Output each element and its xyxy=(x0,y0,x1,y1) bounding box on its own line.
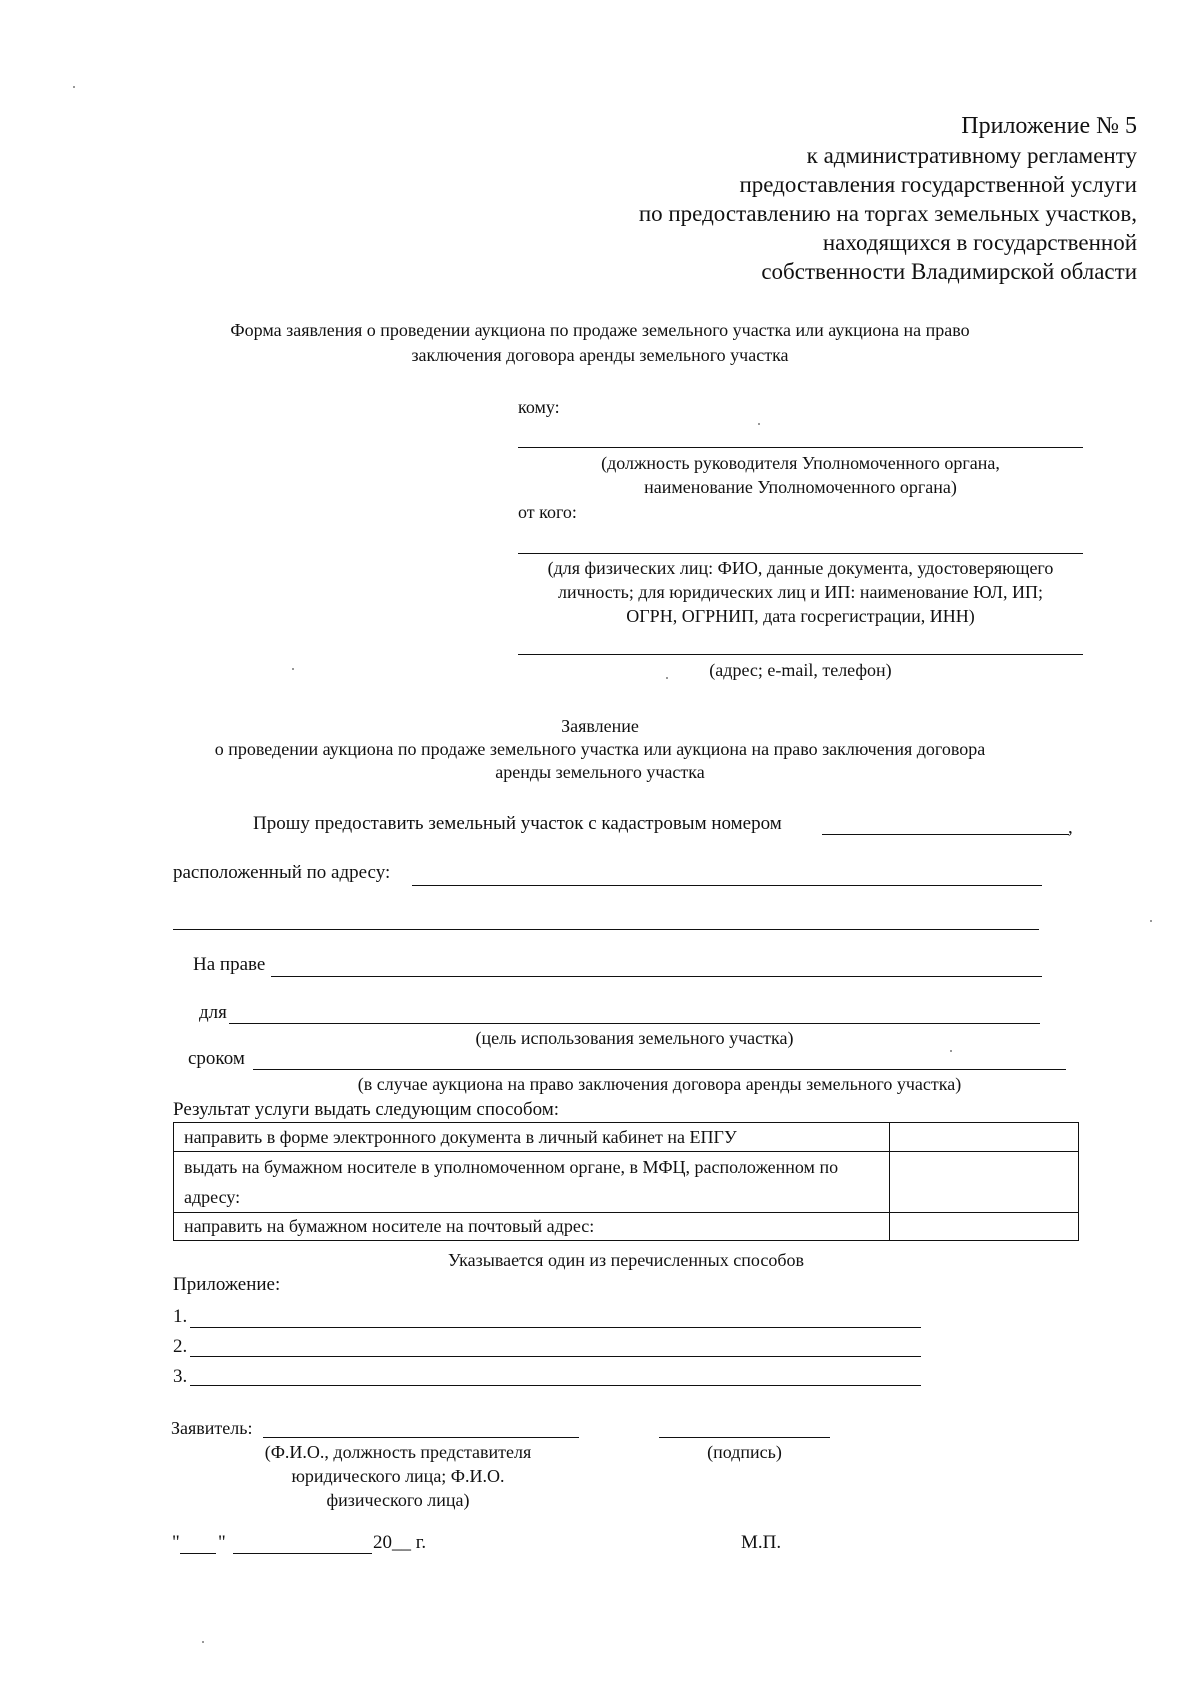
attachment-field-3[interactable] xyxy=(190,1385,921,1386)
applicant-hint xyxy=(233,1440,563,1512)
appendix-line: по предоставлению на торгах земельных участков, xyxy=(638,201,1137,226)
appendix-line: к административному регламенту xyxy=(806,143,1137,168)
table-row xyxy=(174,1152,1079,1213)
plot-address-field-2[interactable] xyxy=(173,929,1039,930)
scan-speck xyxy=(666,677,668,679)
form-title-line: заключения договора аренды земельного участка xyxy=(411,345,789,365)
applicant-hint-line: (Ф.И.О., должность представителя xyxy=(264,1442,532,1462)
method-text: направить в форме электронного документа в личный кабинет на ЕПГУ xyxy=(174,1123,890,1152)
from-hint-line: личность; для юридических лиц и ИП: наименование ЮЛ, ИП; xyxy=(558,582,1043,602)
from-hint xyxy=(508,556,1093,628)
right-field[interactable] xyxy=(271,976,1042,977)
applicant-name-field[interactable] xyxy=(263,1437,579,1438)
from-hint-line: (для физических лиц: ФИО, данные документа, удостоверяющего xyxy=(547,558,1054,578)
purpose-field[interactable] xyxy=(229,1023,1040,1024)
term-label: сроком xyxy=(188,1048,245,1069)
methods-note: Указывается один из перечисленных способов xyxy=(448,1250,804,1270)
applicant-hint-line: физического лица) xyxy=(326,1490,470,1510)
attachment-number: 1. xyxy=(173,1306,188,1327)
date-month-field[interactable] xyxy=(233,1553,372,1554)
to-field-line[interactable] xyxy=(518,447,1083,448)
appendix-line: находящихся в государственной xyxy=(822,230,1137,255)
attachment-number: 3. xyxy=(173,1366,188,1387)
from-label: от кого: xyxy=(518,502,577,522)
scan-speck xyxy=(73,86,75,88)
date-quote-open: " xyxy=(172,1532,180,1553)
result-label: Результат услуги выдать следующим способом: xyxy=(173,1099,560,1120)
date-year: 20__ г. xyxy=(373,1532,427,1553)
to-label: кому: xyxy=(518,397,560,417)
method-text: выдать на бумажном носителе в уполномоченном органе, в МФЦ, расположенном по адресу: xyxy=(174,1152,890,1213)
signature-field[interactable] xyxy=(659,1437,830,1438)
signature-hint: (подпись) xyxy=(707,1442,782,1462)
date-quote-close: " xyxy=(218,1532,226,1553)
date-day-field[interactable] xyxy=(180,1553,216,1554)
applicant-hint-line: юридического лица; Ф.И.О. xyxy=(291,1466,505,1486)
method-checkbox-epgu[interactable] xyxy=(890,1123,1079,1152)
appendix-line: собственности Владимирской области xyxy=(761,259,1137,284)
table-row xyxy=(174,1213,1079,1241)
table-row xyxy=(174,1123,1079,1152)
form-title-line: Форма заявления о проведении аукциона по продаже земельного участка или аукциона на право xyxy=(230,320,970,340)
stamp-label: М.П. xyxy=(741,1532,782,1553)
comma: , xyxy=(1068,817,1073,838)
for-label: для xyxy=(199,1002,227,1023)
attachment-field-1[interactable] xyxy=(190,1327,921,1328)
to-hint xyxy=(518,451,1083,499)
cadastral-request-label: Прошу предоставить земельный участок с кадастровым номером xyxy=(253,813,782,834)
cadastral-number-field[interactable] xyxy=(822,834,1069,835)
appendix-header xyxy=(639,112,1137,286)
address-hint: (адрес; e-mail, телефон) xyxy=(709,660,892,680)
purpose-hint: (цель использования земельного участка) xyxy=(475,1028,794,1048)
statement-title: Заявление xyxy=(561,716,639,736)
method-text: направить на бумажном носителе на почтовый адрес: xyxy=(174,1213,890,1241)
term-field[interactable] xyxy=(253,1069,1066,1070)
scan-speck xyxy=(202,1641,204,1643)
statement-subtitle: аренды земельного участка xyxy=(495,762,705,782)
address-field-line[interactable] xyxy=(518,654,1083,655)
appendix-number: Приложение № 5 xyxy=(961,113,1137,139)
from-hint-line: ОГРН, ОГРНИП, дата госрегистрации, ИНН) xyxy=(626,606,975,626)
attachments-label: Приложение: xyxy=(173,1274,281,1295)
from-field-line[interactable] xyxy=(518,553,1083,554)
form-title xyxy=(0,318,1200,368)
attachment-field-2[interactable] xyxy=(190,1356,921,1357)
right-label: На праве xyxy=(193,954,266,975)
to-hint-line: (должность руководителя Уполномоченного органа, xyxy=(601,453,1000,473)
method-checkbox-mail[interactable] xyxy=(890,1213,1079,1241)
scan-speck xyxy=(292,668,294,670)
term-hint: (в случае аукциона на право заключения договора аренды земельного участка) xyxy=(357,1074,962,1094)
scan-speck xyxy=(950,1050,952,1052)
statement-subtitle: о проведении аукциона по продаже земельного участка или аукциона на право заключения договора xyxy=(214,739,986,759)
method-checkbox-mfc[interactable] xyxy=(890,1152,1079,1213)
attachment-number: 2. xyxy=(173,1336,188,1357)
applicant-label: Заявитель: xyxy=(171,1418,253,1438)
result-methods-table xyxy=(173,1122,1079,1241)
scan-speck xyxy=(1150,920,1152,922)
statement-title-block xyxy=(0,715,1200,784)
appendix-line: предоставления государственной услуги xyxy=(739,172,1137,197)
scan-speck xyxy=(758,423,760,425)
address-label: расположенный по адресу: xyxy=(173,862,391,883)
to-hint-line: наименование Уполномоченного органа) xyxy=(644,477,957,497)
plot-address-field[interactable] xyxy=(412,885,1042,886)
